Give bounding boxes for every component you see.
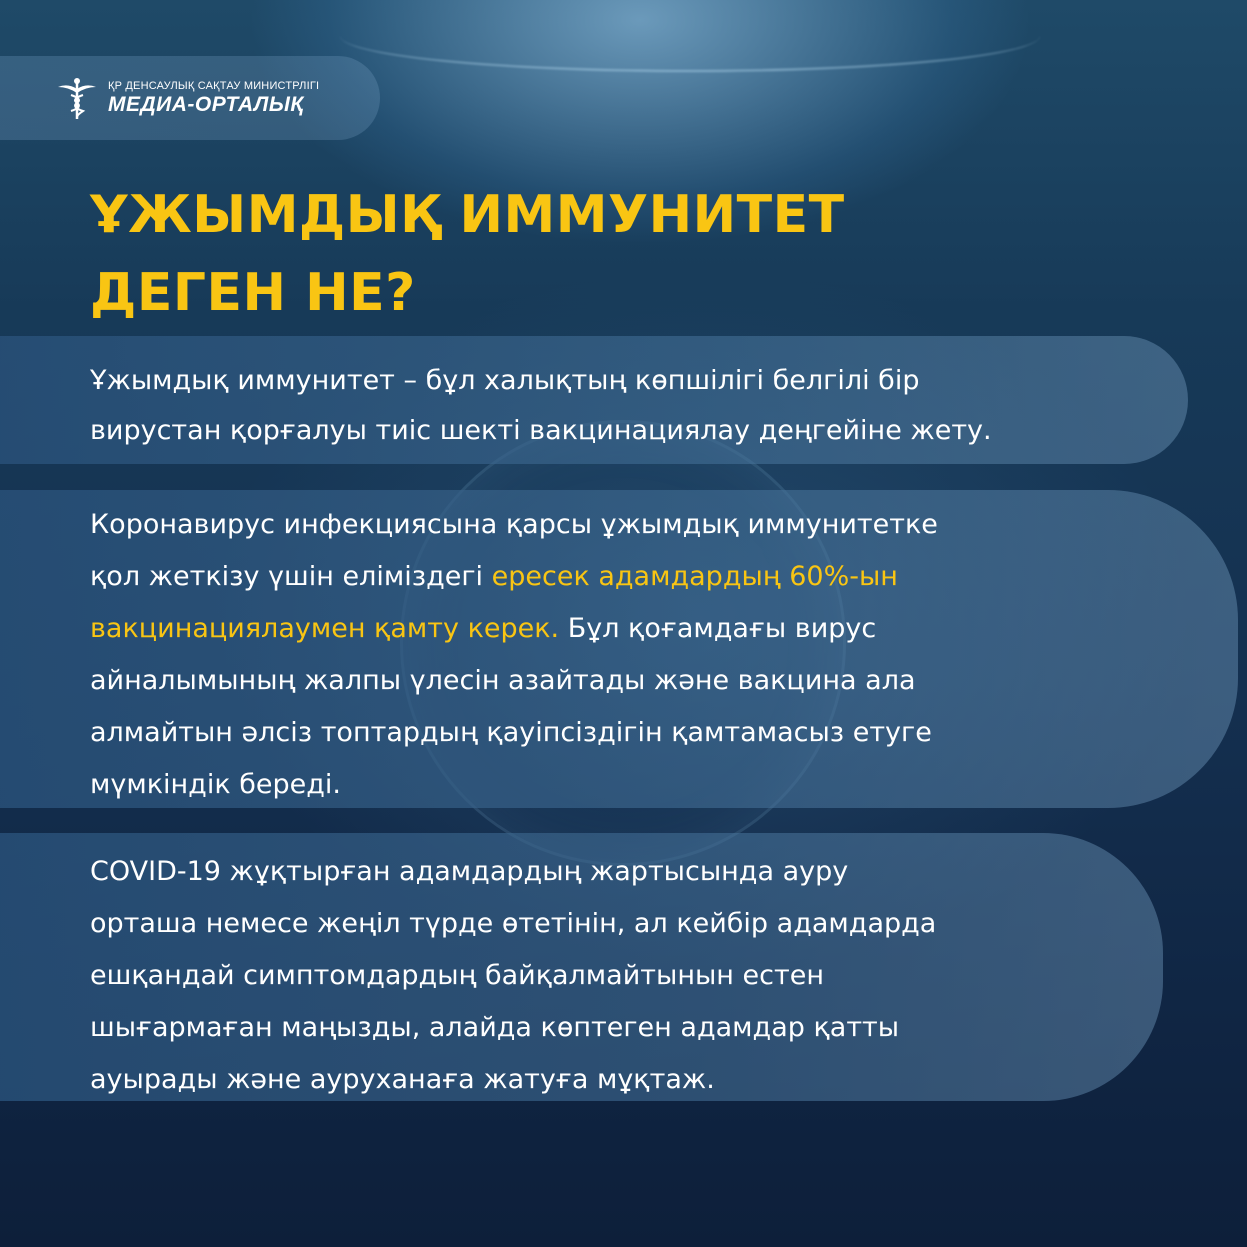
logo-title: МЕДИА-ОРТАЛЫҚ (108, 93, 304, 116)
definition-text: Ұжымдық иммунитет – бұл халықтың көпшілігі белгілі бір вирустан қорғалуы тиіс шекті вакцинациялау деңгейіне жету. (90, 365, 992, 446)
vaccination-text (90, 499, 1238, 811)
vaccination-text-before: Коронавирус инфекциясына қарсы ұжымдық иммунитетке қол жеткізу үшін еліміздегі (90, 509, 938, 592)
vaccination-highlight: ересек адамдардың 60%-ын вакцинациялаумен қамту керек. (90, 561, 898, 644)
background-glow (340, 0, 1040, 72)
vaccination-text-after: Бұл қоғамдағы вирус айналымының жалпы үлесін азайтады және вакцина ала алмайтын әлсіз топтардың қауіпсіздігін қамтамасыз етуге мүмкіндік береді. (90, 613, 932, 800)
covid-card (0, 833, 1163, 1101)
title-line-2: ДЕГЕН НЕ? (90, 263, 416, 323)
page-title (90, 176, 845, 332)
definition-card (0, 336, 1188, 464)
ministry-logo (0, 56, 380, 140)
covid-text: COVID-19 жұқтырған адамдардың жартысында ауру орташа немесе жеңіл түрде өтетінін, ал кейбір адамдарда ешқандай симптомдардың байқалмайтынын естен шығармаған маңызды, алайда көптеген адамдар қатты ауырады және ауруханаға жатуға мұқтаж. (90, 856, 937, 1095)
vaccination-card (0, 490, 1238, 808)
caduceus-icon (54, 75, 100, 121)
title-line-1: ҰЖЫМДЫҚ ИММУНИТЕТ (90, 185, 845, 245)
logo-subtitle: ҚР ДЕНСАУЛЫҚ САҚТАУ МИНИСТРЛІГІ (108, 80, 320, 92)
